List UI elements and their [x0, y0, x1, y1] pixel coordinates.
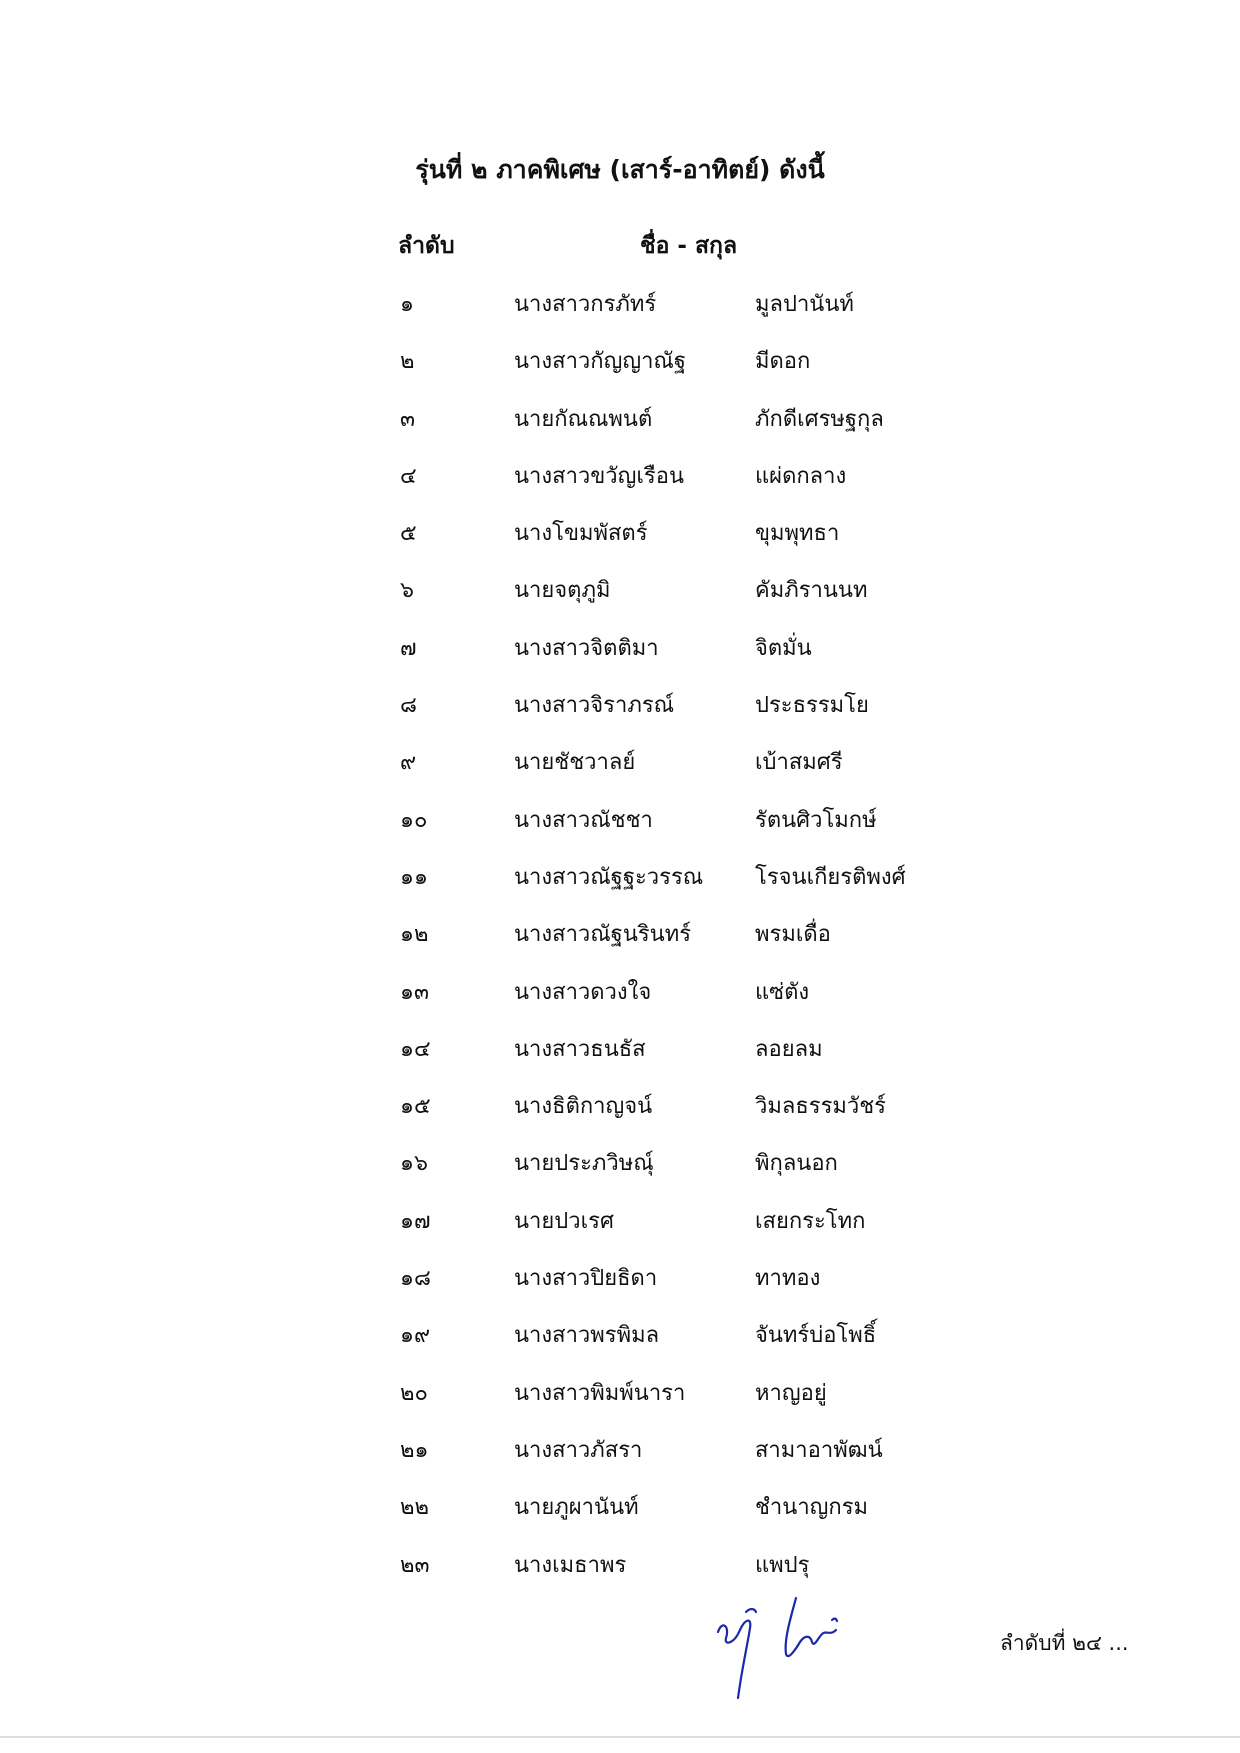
row-last-name: เสยกระโทก [755, 1208, 866, 1234]
row-last-name: ขุมพุทธา [755, 521, 840, 547]
column-header-number: ลำดับ [398, 233, 455, 259]
row-number: ๒๑ [400, 1437, 429, 1463]
row-number: ๑๖ [400, 1151, 428, 1177]
row-last-name: พรมเดื่อ [755, 922, 831, 948]
row-number: ๑๓ [400, 979, 430, 1005]
row-number: ๑๔ [400, 1036, 431, 1062]
row-last-name: จิตมั่น [755, 635, 812, 661]
list-row [0, 1141, 1240, 1198]
row-first-name: นางสาวขวัญเรือน [514, 463, 684, 489]
column-header-name: ชื่อ - สกุล [640, 233, 738, 259]
list-row [0, 511, 1240, 568]
row-first-name: นางสาวกรภัทร์ [514, 292, 657, 317]
list-row [0, 1485, 1240, 1542]
name-list [0, 282, 1240, 1600]
row-last-name: มูลปานันท์ [755, 292, 854, 317]
row-number: ๒ [400, 349, 415, 375]
next-page-reference: ลำดับที่ ๒๔ ... [1000, 1631, 1129, 1655]
row-last-name: แผ่ดกลาง [755, 463, 847, 489]
row-first-name: นายปวเรศ [514, 1208, 614, 1234]
list-row [0, 912, 1240, 969]
list-row [0, 397, 1240, 454]
row-last-name: ภักดีเศรษฐกุล [755, 406, 884, 432]
row-last-name: ประธรรมโย [755, 693, 869, 719]
row-number: ๓ [400, 406, 416, 432]
page-title: รุ่นที่ ๒ ภาคพิเศษ (เสาร์-อาทิตย์) ดังนี้ [415, 155, 825, 184]
row-first-name: นางสาวพิมพ์นารา [514, 1380, 686, 1406]
list-row [0, 339, 1240, 396]
row-first-name: นางสาวจิตติมา [514, 635, 659, 661]
list-row [0, 1084, 1240, 1141]
row-number: ๑๘ [400, 1266, 431, 1292]
row-first-name: นางสาวดวงใจ [514, 979, 652, 1005]
row-last-name: พิกุลนอก [755, 1151, 838, 1177]
row-number: ๒๓ [400, 1552, 430, 1578]
row-first-name: นางสาวพรพิมล [514, 1323, 660, 1349]
list-row [0, 568, 1240, 625]
list-row [0, 1371, 1240, 1428]
list-row [0, 626, 1240, 683]
row-first-name: นางเมธาพร [514, 1552, 627, 1578]
row-number: ๑ [400, 292, 414, 317]
row-number: ๖ [400, 578, 414, 604]
list-row [0, 970, 1240, 1027]
row-last-name: ทาทอง [755, 1266, 821, 1292]
row-last-name: คัมภิรานนท [755, 578, 868, 604]
row-number: ๑๙ [400, 1323, 431, 1349]
row-last-name: จันทร์บ่อโพธิ์ [755, 1323, 877, 1349]
row-number: ๑๗ [400, 1208, 431, 1234]
row-number: ๙ [400, 750, 417, 776]
row-last-name: หาญอยู่ [755, 1380, 827, 1406]
row-first-name: นางสาวภัสรา [514, 1437, 643, 1463]
row-last-name: แพปรุ [755, 1552, 810, 1578]
list-row [0, 683, 1240, 740]
list-row [0, 855, 1240, 912]
row-first-name: นางโขมพัสตร์ [514, 521, 648, 547]
page-bottom-edge [0, 1736, 1240, 1738]
row-number: ๑๒ [400, 922, 429, 948]
row-number: ๑๑ [400, 864, 428, 890]
row-first-name: นางสาวปิยธิดา [514, 1266, 658, 1292]
row-last-name: สามาอาพัฒน์ [755, 1437, 883, 1463]
row-last-name: วิมลธรรมวัชร์ [755, 1094, 887, 1120]
row-number: ๗ [400, 635, 417, 661]
row-number: ๒๐ [400, 1380, 428, 1406]
row-first-name: นางธิติกาญจน์ [514, 1094, 653, 1120]
row-first-name: นายกัณณพนต์ [514, 406, 653, 432]
list-row [0, 1428, 1240, 1485]
row-last-name: ชำนาญกรม [755, 1495, 869, 1521]
row-number: ๕ [400, 521, 417, 547]
list-row [0, 1256, 1240, 1313]
row-number: ๑๕ [400, 1094, 431, 1120]
list-row [0, 740, 1240, 797]
list-row [0, 798, 1240, 855]
row-number: ๑๐ [400, 807, 428, 833]
row-number: ๔ [400, 463, 417, 489]
handwritten-signature [700, 1590, 870, 1710]
row-first-name: นายชัชวาลย์ [514, 750, 636, 776]
row-first-name: นางสาวกัญญาณัฐ [514, 349, 686, 375]
row-last-name: เบ้าสมศรี [755, 750, 843, 776]
list-row [0, 282, 1240, 339]
list-row [0, 1543, 1240, 1600]
row-number: ๘ [400, 693, 417, 719]
row-last-name: มีดอก [755, 349, 811, 375]
row-last-name: รัตนศิวโมกษ์ [755, 807, 877, 833]
row-first-name: นายจตุภูมิ [514, 578, 611, 604]
row-first-name: นางสาวณัชชา [514, 807, 653, 833]
list-row [0, 454, 1240, 511]
list-row [0, 1199, 1240, 1256]
row-last-name: แซ่ตัง [755, 979, 810, 1005]
list-row [0, 1027, 1240, 1084]
row-first-name: นายภูผานันท์ [514, 1495, 639, 1521]
row-last-name: โรจนเกียรติพงศ์ [755, 864, 906, 890]
row-first-name: นางสาวณัฐนรินทร์ [514, 922, 692, 948]
row-first-name: นางสาวจิราภรณ์ [514, 693, 675, 719]
row-number: ๒๒ [400, 1495, 430, 1521]
row-first-name: นางสาวณัฐฐะวรรณ [514, 864, 704, 890]
row-first-name: นางสาวธนธัส [514, 1036, 646, 1062]
row-last-name: ลอยลม [755, 1036, 823, 1062]
list-row [0, 1313, 1240, 1370]
row-first-name: นายประภวิษณุ์ [514, 1151, 654, 1177]
